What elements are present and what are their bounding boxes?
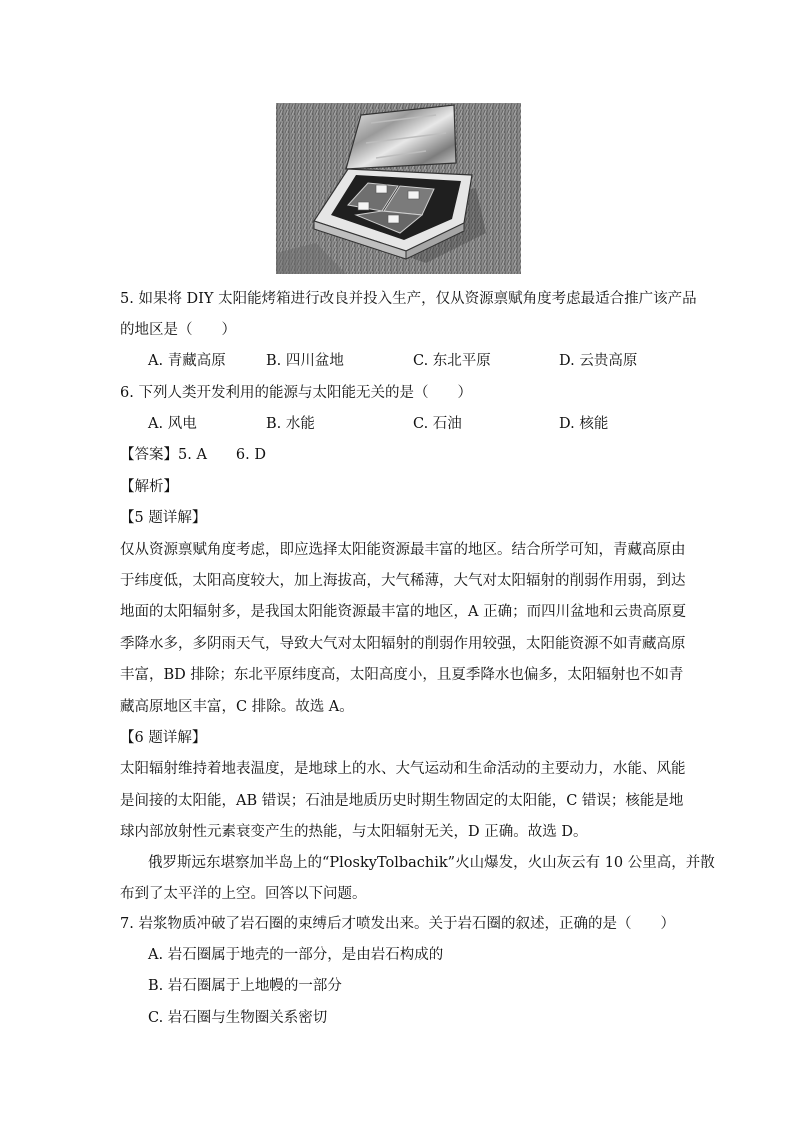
q5-option-b: B. 四川盆地	[266, 353, 344, 369]
q5-detail-line: 藏高原地区丰富，C 排除。故选 A。	[120, 699, 354, 715]
q6-option-c: C. 石油	[413, 416, 462, 432]
q6-detail-line: 球内部放射性元素衰变产生的热能，与太阳辐射无关，D 正确。故选 D。	[120, 824, 588, 840]
q6-detail-label: 【6 题详解】	[120, 730, 207, 746]
q5-detail-line: 于纬度低，太阳高度较大，加上海拔高，大气稀薄，大气对太阳辐射的削弱作用弱，到达	[120, 573, 686, 589]
q5-detail-line: 仅从资源禀赋角度考虑，即应选择太阳能资源最丰富的地区。结合所学可知，青藏高原由	[120, 542, 686, 558]
q5-detail-line: 地面的太阳辐射多，是我国太阳能资源最丰富的地区，A 正确；而四川盆地和云贵高原夏	[120, 604, 687, 620]
q5-stem-line2: 的地区是（ ）	[120, 322, 236, 338]
q5-option-a: A. 青藏高原	[148, 353, 226, 369]
q6-detail-line: 是间接的太阳能，AB 错误；石油是地质历史时期生物固定的太阳能，C 错误；核能是地	[120, 793, 684, 809]
solar-oven-photo	[276, 103, 521, 274]
passage-line2: 布到了太平洋的上空。回答以下问题。	[120, 886, 367, 902]
solar-oven-illustration	[276, 103, 521, 274]
q5-detail-line: 丰富，BD 排除；东北平原纬度高，太阳高度小，且夏季降水也偏多，太阳辐射也不如青	[120, 667, 684, 683]
q6-option-d: D. 核能	[559, 416, 609, 432]
q7-option-b: B. 岩石圈属于上地幔的一部分	[148, 978, 342, 994]
q5-detail-label: 【5 题详解】	[120, 510, 207, 526]
q7-option-c: C. 岩石圈与生物圈关系密切	[148, 1010, 328, 1026]
q7-stem: 7. 岩浆物质冲破了岩石圈的束缚后才喷发出来。关于岩石圈的叙述，正确的是（ ）	[120, 916, 675, 932]
q5-option-d: D. 云贵高原	[559, 353, 638, 369]
q6-option-a: A. 风电	[148, 416, 197, 432]
answer-value: 5. A 6. D	[178, 447, 266, 463]
passage-line1: 俄罗斯远东堪察加半岛上的“PloskyTolbachik”火山爆发，火山灰云有 10 公里高，并散	[148, 855, 715, 871]
q6-option-b: B. 水能	[266, 416, 315, 432]
answer-row	[120, 445, 266, 465]
q6-stem: 6. 下列人类开发利用的能源与太阳能无关的是（ ）	[120, 385, 472, 401]
q6-detail-line: 太阳辐射维持着地表温度，是地球上的水、大气运动和生命活动的主要动力，水能、风能	[120, 761, 686, 777]
q7-option-a: A. 岩石圈属于地壳的一部分，是由岩石构成的	[148, 947, 444, 963]
q5-detail-line: 季降水多，多阴雨天气，导致大气对太阳辐射的削弱作用较强，太阳能资源不如青藏高原	[120, 636, 686, 652]
q5-stem-line1: 5. 如果将 DIY 太阳能烤箱进行改良并投入生产，仅从资源禀赋角度考虑最适合推广该产品	[120, 291, 697, 307]
answer-label: 【答案】	[120, 447, 178, 463]
analysis-label: 【解析】	[120, 479, 178, 495]
q5-option-c: C. 东北平原	[413, 353, 491, 369]
